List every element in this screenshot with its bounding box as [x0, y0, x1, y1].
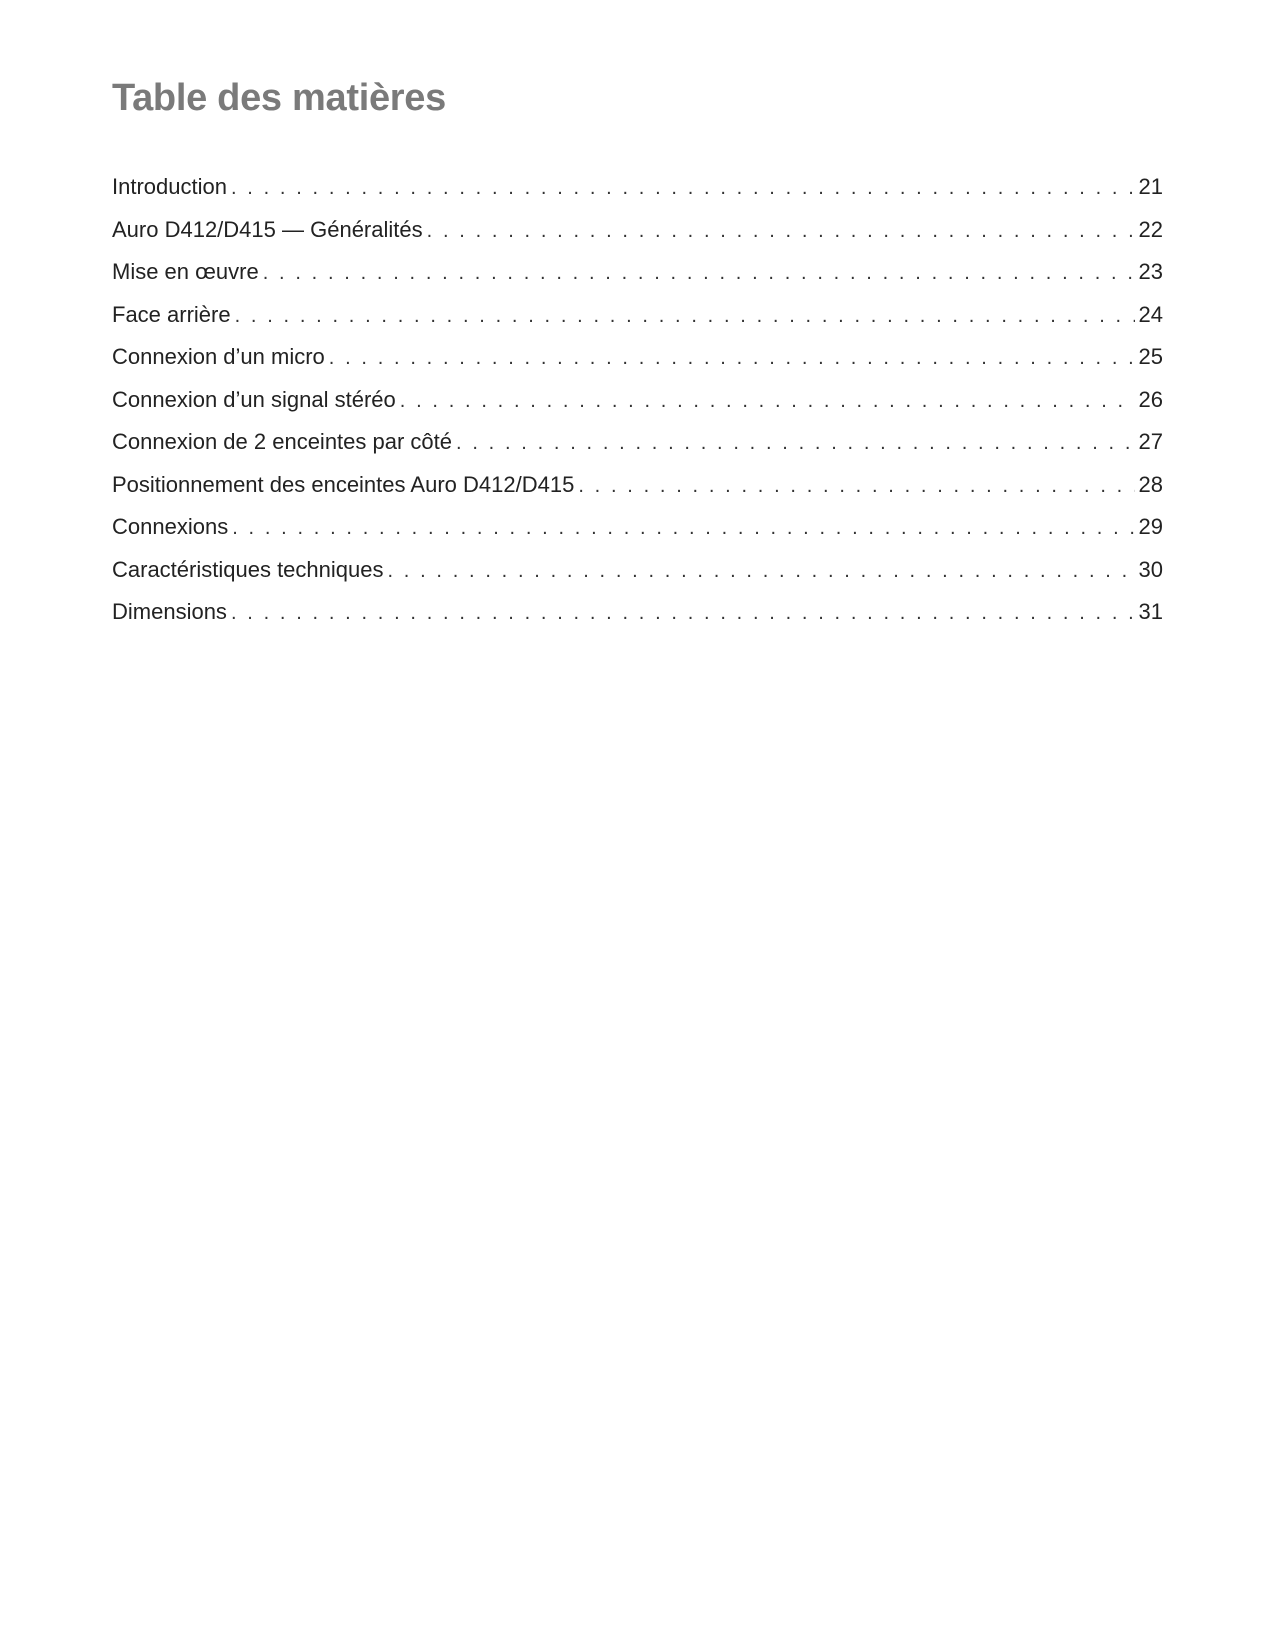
toc-entry-title: Caractéristiques techniques [112, 556, 384, 582]
toc-dot-leader [231, 602, 1135, 625]
toc-entry-title: Face arrière [112, 301, 231, 327]
toc-entry-title: Dimensions [112, 599, 227, 624]
toc-entry-page: 30 [1138, 556, 1163, 582]
toc-entry-page: 24 [1138, 301, 1163, 327]
toc-entry-page: 28 [1138, 471, 1163, 497]
toc-entry[interactable] [112, 599, 1163, 642]
toc-entry-title: Connexion de 2 enceintes par côté [112, 429, 453, 454]
toc-entry-title: Auro D412/D415 — Généralités [112, 216, 423, 242]
toc-entry[interactable] [112, 217, 1163, 260]
toc-entry-page: 22 [1138, 216, 1163, 242]
toc-entry[interactable] [112, 429, 1163, 472]
toc-dot-leader [400, 390, 1135, 413]
toc-entry-page: 27 [1138, 429, 1163, 454]
toc-dot-leader [427, 220, 1135, 243]
toc-entry-page: 25 [1138, 344, 1163, 369]
toc-dot-leader [231, 177, 1135, 200]
toc-entry[interactable] [112, 472, 1163, 515]
toc-entry-title: Positionnement des enceintes Auro D412/D415 [112, 471, 575, 497]
toc-dot-leader [329, 347, 1135, 370]
toc-entry-page: 23 [1138, 259, 1163, 284]
toc-entry-page: 29 [1138, 514, 1163, 539]
toc-dot-leader [232, 517, 1134, 540]
toc-entry-title: Connexion d’un signal stéréo [112, 386, 396, 412]
toc-entry[interactable] [112, 557, 1163, 600]
toc-entry[interactable] [112, 344, 1163, 387]
table-of-contents [112, 174, 1163, 642]
toc-entry[interactable] [112, 259, 1163, 302]
toc-dot-leader [578, 475, 1134, 498]
toc-entry-page: 26 [1138, 386, 1163, 412]
toc-dot-leader [235, 305, 1135, 328]
page-title: Table des matières [112, 77, 446, 119]
toc-entry-page: 31 [1138, 599, 1163, 624]
toc-entry-page: 21 [1138, 174, 1163, 199]
toc-entry[interactable] [112, 302, 1163, 345]
toc-entry-title: Introduction [112, 174, 227, 199]
toc-entry-title: Connexion d’un micro [112, 344, 325, 369]
toc-entry-title: Mise en œuvre [112, 259, 259, 284]
toc-dot-leader [456, 432, 1135, 455]
toc-entry[interactable] [112, 514, 1163, 557]
toc-dot-leader [387, 560, 1134, 583]
toc-entry[interactable] [112, 387, 1163, 430]
toc-dot-leader [263, 262, 1135, 285]
toc-entry[interactable] [112, 174, 1163, 217]
toc-entry-title: Connexions [112, 514, 229, 539]
